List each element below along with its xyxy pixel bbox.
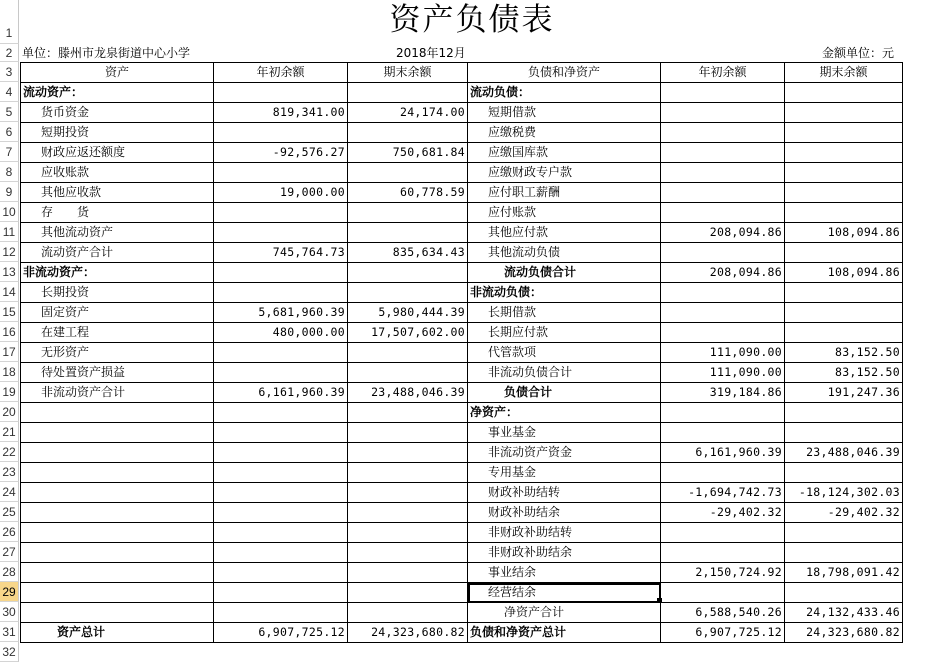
header-open[interactable]: 年初余额 <box>214 63 348 83</box>
table-row <box>21 203 903 223</box>
asset-close-cell[interactable] <box>348 503 468 523</box>
row-header[interactable]: 25 <box>0 502 19 522</box>
asset-item-cell[interactable] <box>21 563 214 583</box>
asset-open-cell[interactable]: 745,764.73 <box>214 243 348 263</box>
asset-item-cell[interactable] <box>21 423 214 443</box>
row-header[interactable]: 32 <box>0 642 19 662</box>
row-header[interactable]: 1 <box>0 0 19 44</box>
liability-open-cell[interactable]: 2,150,724.92 <box>661 563 785 583</box>
liability-open-cell[interactable]: 111,090.00 <box>661 363 785 383</box>
liability-item-cell[interactable]: 长期应付款 <box>468 323 661 343</box>
asset-open-cell[interactable] <box>214 503 348 523</box>
liability-open-cell[interactable] <box>661 243 785 263</box>
liability-close-cell[interactable] <box>785 583 903 603</box>
table-row <box>21 263 903 283</box>
asset-item-cell[interactable] <box>21 503 214 523</box>
liability-open-cell[interactable] <box>661 203 785 223</box>
liability-open-cell[interactable]: 6,588,540.26 <box>661 603 785 623</box>
liability-item-cell[interactable]: 负债和净资产总计 <box>468 623 661 643</box>
period-label[interactable]: 2018年12月 <box>396 46 466 60</box>
row-header[interactable]: 2 <box>0 44 19 62</box>
row-header[interactable]: 11 <box>0 222 19 242</box>
asset-item-cell[interactable]: 资产总计 <box>21 623 214 643</box>
asset-open-cell[interactable]: 6,907,725.12 <box>214 623 348 643</box>
asset-close-cell[interactable]: 17,507,602.00 <box>348 323 468 343</box>
row-header[interactable]: 21 <box>0 422 19 442</box>
asset-open-cell[interactable] <box>214 463 348 483</box>
liability-open-cell[interactable] <box>661 463 785 483</box>
table-row <box>21 443 903 463</box>
row-header[interactable]: 23 <box>0 462 19 482</box>
asset-open-cell[interactable]: -92,576.27 <box>214 143 348 163</box>
asset-close-cell[interactable] <box>348 523 468 543</box>
liability-close-cell[interactable] <box>785 183 903 203</box>
asset-close-cell[interactable]: 24,174.00 <box>348 103 468 123</box>
table-row <box>21 143 903 163</box>
asset-item-cell[interactable]: 应收账款 <box>21 163 214 183</box>
row-header[interactable]: 9 <box>0 182 19 202</box>
row-header[interactable]: 13 <box>0 262 19 282</box>
liability-open-cell[interactable] <box>661 83 785 103</box>
row-header[interactable]: 4 <box>0 82 19 102</box>
table-row <box>21 523 903 543</box>
asset-open-cell[interactable] <box>214 263 348 283</box>
asset-close-cell[interactable] <box>348 403 468 423</box>
row-header[interactable]: 14 <box>0 282 19 302</box>
liability-open-cell[interactable] <box>661 543 785 563</box>
liability-open-cell[interactable]: -1,694,742.73 <box>661 483 785 503</box>
asset-open-cell[interactable] <box>214 603 348 623</box>
asset-item-cell[interactable] <box>21 543 214 563</box>
liability-close-cell[interactable]: -18,124,302.03 <box>785 483 903 503</box>
asset-item-cell[interactable]: 货币资金 <box>21 103 214 123</box>
header-close[interactable]: 期末余额 <box>348 63 468 83</box>
liability-close-cell[interactable] <box>785 543 903 563</box>
table-row <box>21 163 903 183</box>
asset-close-cell[interactable] <box>348 483 468 503</box>
liability-close-cell[interactable] <box>785 403 903 423</box>
liability-open-cell[interactable] <box>661 123 785 143</box>
liability-open-cell[interactable] <box>661 423 785 443</box>
liability-close-cell[interactable]: -29,402.32 <box>785 503 903 523</box>
liability-open-cell[interactable]: 111,090.00 <box>661 343 785 363</box>
asset-open-cell[interactable]: 6,161,960.39 <box>214 383 348 403</box>
asset-item-cell[interactable]: 流动资产： <box>21 83 214 103</box>
row-header[interactable]: 27 <box>0 542 19 562</box>
row-header[interactable]: 5 <box>0 102 19 122</box>
asset-item-cell[interactable] <box>21 403 214 423</box>
asset-item-cell[interactable] <box>21 463 214 483</box>
row-header[interactable]: 31 <box>0 622 19 642</box>
liability-item-cell[interactable]: 净资产： <box>468 403 661 423</box>
asset-open-cell[interactable] <box>214 523 348 543</box>
liability-open-cell[interactable]: -29,402.32 <box>661 503 785 523</box>
liability-item-cell[interactable]: 代管款项 <box>468 343 661 363</box>
row-header[interactable]: 19 <box>0 382 19 402</box>
liability-close-cell[interactable] <box>785 163 903 183</box>
table-row <box>21 563 903 583</box>
balance-sheet-table <box>20 62 903 643</box>
liability-open-cell[interactable] <box>661 103 785 123</box>
row-header[interactable]: 8 <box>0 162 19 182</box>
table-row <box>21 223 903 243</box>
asset-open-cell[interactable]: 819,341.00 <box>214 103 348 123</box>
table-row <box>21 623 903 643</box>
row-header[interactable]: 30 <box>0 602 19 622</box>
row-header[interactable]: 22 <box>0 442 19 462</box>
liability-close-cell[interactable] <box>785 143 903 163</box>
asset-close-cell[interactable] <box>348 263 468 283</box>
header-close2[interactable]: 期末余额 <box>785 63 903 83</box>
asset-close-cell[interactable]: 24,323,680.82 <box>348 623 468 643</box>
row-header[interactable]: 28 <box>0 562 19 582</box>
table-row <box>21 323 903 343</box>
header-row <box>21 63 903 83</box>
header-open2[interactable]: 年初余额 <box>661 63 785 83</box>
asset-open-cell[interactable] <box>214 163 348 183</box>
asset-close-cell[interactable] <box>348 223 468 243</box>
liability-close-cell[interactable]: 24,323,680.82 <box>785 623 903 643</box>
table-row <box>21 183 903 203</box>
table-row <box>21 303 903 323</box>
table-row <box>21 423 903 443</box>
liability-close-cell[interactable] <box>785 523 903 543</box>
header-liab[interactable]: 负债和净资产 <box>468 63 661 83</box>
asset-close-cell[interactable]: 835,634.43 <box>348 243 468 263</box>
asset-item-cell[interactable]: 固定资产 <box>21 303 214 323</box>
table-row <box>21 463 903 483</box>
liability-close-cell[interactable] <box>785 423 903 443</box>
liability-item-cell[interactable]: 其他流动负债 <box>468 243 661 263</box>
asset-open-cell[interactable]: 5,681,960.39 <box>214 303 348 323</box>
asset-open-cell[interactable] <box>214 223 348 243</box>
row-header[interactable]: 7 <box>0 142 19 162</box>
liability-open-cell[interactable] <box>661 303 785 323</box>
liability-item-cell[interactable]: 专用基金 <box>468 463 661 483</box>
asset-item-cell[interactable]: 非流动资产： <box>21 263 214 283</box>
row-header[interactable]: 10 <box>0 202 19 222</box>
row-header[interactable]: 20 <box>0 402 19 422</box>
asset-item-cell[interactable] <box>21 523 214 543</box>
liability-close-cell[interactable] <box>785 303 903 323</box>
liability-item-cell[interactable]: 应付账款 <box>468 203 661 223</box>
liability-open-cell[interactable]: 208,094.86 <box>661 263 785 283</box>
asset-close-cell[interactable] <box>348 463 468 483</box>
asset-item-cell[interactable]: 非流动资产合计 <box>21 383 214 403</box>
asset-open-cell[interactable] <box>214 403 348 423</box>
liability-close-cell[interactable]: 23,488,046.39 <box>785 443 903 463</box>
liability-open-cell[interactable] <box>661 183 785 203</box>
table-row <box>21 343 903 363</box>
liability-item-cell[interactable]: 事业基金 <box>468 423 661 443</box>
liability-open-cell[interactable] <box>661 403 785 423</box>
asset-close-cell[interactable] <box>348 563 468 583</box>
table-row <box>21 603 903 623</box>
liability-close-cell[interactable] <box>785 103 903 123</box>
table-row <box>21 403 903 423</box>
table-row <box>21 503 903 523</box>
liability-item-cell[interactable]: 财政补助结转 <box>468 483 661 503</box>
table-row <box>21 543 903 563</box>
liability-item-cell[interactable]: 应缴国库款 <box>468 143 661 163</box>
liability-item-cell[interactable]: 财政补助结余 <box>468 503 661 523</box>
liability-close-cell[interactable] <box>785 83 903 103</box>
liability-open-cell[interactable] <box>661 323 785 343</box>
liability-item-cell[interactable]: 负债合计 <box>468 383 661 403</box>
asset-open-cell[interactable] <box>214 283 348 303</box>
row-header[interactable]: 15 <box>0 302 19 322</box>
liability-open-cell[interactable]: 6,907,725.12 <box>661 623 785 643</box>
row-header[interactable]: 29 <box>0 582 19 602</box>
table-row <box>21 83 903 103</box>
liability-item-cell[interactable]: 流动负债合计 <box>468 263 661 283</box>
table-row <box>21 243 903 263</box>
table-row <box>21 383 903 403</box>
asset-item-cell[interactable]: 待处置资产损益 <box>21 363 214 383</box>
liability-item-cell[interactable]: 应缴税费 <box>468 123 661 143</box>
liability-open-cell[interactable] <box>661 143 785 163</box>
liability-item-cell[interactable]: 应缴财政专户款 <box>468 163 661 183</box>
asset-close-cell[interactable] <box>348 163 468 183</box>
asset-close-cell[interactable] <box>348 203 468 223</box>
asset-item-cell[interactable]: 其他应收款 <box>21 183 214 203</box>
asset-open-cell[interactable] <box>214 483 348 503</box>
liability-item-cell[interactable]: 经营结余 <box>468 583 661 603</box>
liability-open-cell[interactable]: 208,094.86 <box>661 223 785 243</box>
table-row <box>21 583 903 603</box>
asset-open-cell[interactable] <box>214 343 348 363</box>
liability-close-cell[interactable] <box>785 463 903 483</box>
asset-close-cell[interactable]: 750,681.84 <box>348 143 468 163</box>
asset-item-cell[interactable]: 存 货 <box>21 203 214 223</box>
asset-close-cell[interactable] <box>348 583 468 603</box>
row-header[interactable]: 24 <box>0 482 19 502</box>
liability-item-cell[interactable]: 非流动资产资金 <box>468 443 661 463</box>
asset-close-cell[interactable] <box>348 443 468 463</box>
asset-open-cell[interactable] <box>214 443 348 463</box>
liability-item-cell[interactable]: 非流动负债： <box>468 283 661 303</box>
liability-open-cell[interactable]: 6,161,960.39 <box>661 443 785 463</box>
sheet-title[interactable]: 资产负债表 <box>389 2 555 38</box>
liability-open-cell[interactable] <box>661 163 785 183</box>
liability-close-cell[interactable]: 83,152.50 <box>785 363 903 383</box>
liability-open-cell[interactable] <box>661 523 785 543</box>
fill-handle[interactable] <box>657 598 662 603</box>
asset-item-cell[interactable]: 长期投资 <box>21 283 214 303</box>
asset-close-cell[interactable] <box>348 363 468 383</box>
asset-item-cell[interactable]: 无形资产 <box>21 343 214 363</box>
liability-close-cell[interactable] <box>785 323 903 343</box>
asset-close-cell[interactable] <box>348 283 468 303</box>
unit-label[interactable]: 单位：滕州市龙泉街道中心小学 <box>22 46 191 60</box>
liability-close-cell[interactable] <box>785 243 903 263</box>
asset-item-cell[interactable]: 在建工程 <box>21 323 214 343</box>
asset-close-cell[interactable] <box>348 543 468 563</box>
liability-open-cell[interactable]: 319,184.86 <box>661 383 785 403</box>
liability-close-cell[interactable]: 108,094.86 <box>785 223 903 243</box>
asset-close-cell[interactable] <box>348 603 468 623</box>
asset-close-cell[interactable]: 5,980,444.39 <box>348 303 468 323</box>
asset-open-cell[interactable]: 19,000.00 <box>214 183 348 203</box>
row-header[interactable]: 3 <box>0 62 19 82</box>
row-header[interactable]: 6 <box>0 122 19 142</box>
header-asset[interactable]: 资产 <box>21 63 214 83</box>
asset-open-cell[interactable]: 480,000.00 <box>214 323 348 343</box>
liability-item-cell[interactable]: 事业结余 <box>468 563 661 583</box>
liability-close-cell[interactable]: 191,247.36 <box>785 383 903 403</box>
liability-close-cell[interactable]: 108,094.86 <box>785 263 903 283</box>
liability-close-cell[interactable] <box>785 283 903 303</box>
table-row <box>21 123 903 143</box>
asset-item-cell[interactable] <box>21 443 214 463</box>
asset-open-cell[interactable] <box>214 583 348 603</box>
liability-item-cell[interactable]: 非财政补助结转 <box>468 523 661 543</box>
asset-close-cell[interactable]: 60,778.59 <box>348 183 468 203</box>
row-header[interactable]: 16 <box>0 322 19 342</box>
liability-item-cell[interactable]: 非流动负债合计 <box>468 363 661 383</box>
liability-item-cell[interactable]: 应付职工薪酬 <box>468 183 661 203</box>
liability-item-cell[interactable]: 流动负债： <box>468 83 661 103</box>
liability-open-cell[interactable] <box>661 283 785 303</box>
liability-close-cell[interactable] <box>785 123 903 143</box>
asset-item-cell[interactable] <box>21 603 214 623</box>
currency-label[interactable]: 金额单位：元 <box>822 46 895 60</box>
asset-close-cell[interactable]: 23,488,046.39 <box>348 383 468 403</box>
asset-item-cell[interactable] <box>21 583 214 603</box>
asset-open-cell[interactable] <box>214 363 348 383</box>
table-row <box>21 103 903 123</box>
asset-open-cell[interactable] <box>214 203 348 223</box>
liability-item-cell[interactable]: 净资产合计 <box>468 603 661 623</box>
asset-open-cell[interactable] <box>214 83 348 103</box>
asset-close-cell[interactable] <box>348 123 468 143</box>
asset-item-cell[interactable]: 其他流动资产 <box>21 223 214 243</box>
asset-item-cell[interactable]: 流动资产合计 <box>21 243 214 263</box>
asset-open-cell[interactable] <box>214 123 348 143</box>
asset-open-cell[interactable] <box>214 543 348 563</box>
asset-item-cell[interactable]: 短期投资 <box>21 123 214 143</box>
liability-close-cell[interactable]: 83,152.50 <box>785 343 903 363</box>
row-header[interactable]: 18 <box>0 362 19 382</box>
liability-close-cell[interactable] <box>785 203 903 223</box>
row-header[interactable]: 12 <box>0 242 19 262</box>
table-row <box>21 483 903 503</box>
asset-item-cell[interactable]: 财政应返还额度 <box>21 143 214 163</box>
asset-close-cell[interactable] <box>348 343 468 363</box>
asset-item-cell[interactable] <box>21 483 214 503</box>
row-header[interactable]: 26 <box>0 522 19 542</box>
asset-open-cell[interactable] <box>214 423 348 443</box>
liability-item-cell[interactable]: 非财政补助结余 <box>468 543 661 563</box>
asset-open-cell[interactable] <box>214 563 348 583</box>
liability-close-cell[interactable]: 24,132,433.46 <box>785 603 903 623</box>
liability-item-cell[interactable]: 其他应付款 <box>468 223 661 243</box>
row-header[interactable]: 17 <box>0 342 19 362</box>
table-row <box>21 283 903 303</box>
asset-close-cell[interactable] <box>348 83 468 103</box>
liability-item-cell[interactable]: 长期借款 <box>468 303 661 323</box>
liability-item-cell[interactable]: 短期借款 <box>468 103 661 123</box>
liability-open-cell[interactable] <box>661 583 785 603</box>
table-row <box>21 363 903 383</box>
liability-close-cell[interactable]: 18,798,091.42 <box>785 563 903 583</box>
asset-close-cell[interactable] <box>348 423 468 443</box>
